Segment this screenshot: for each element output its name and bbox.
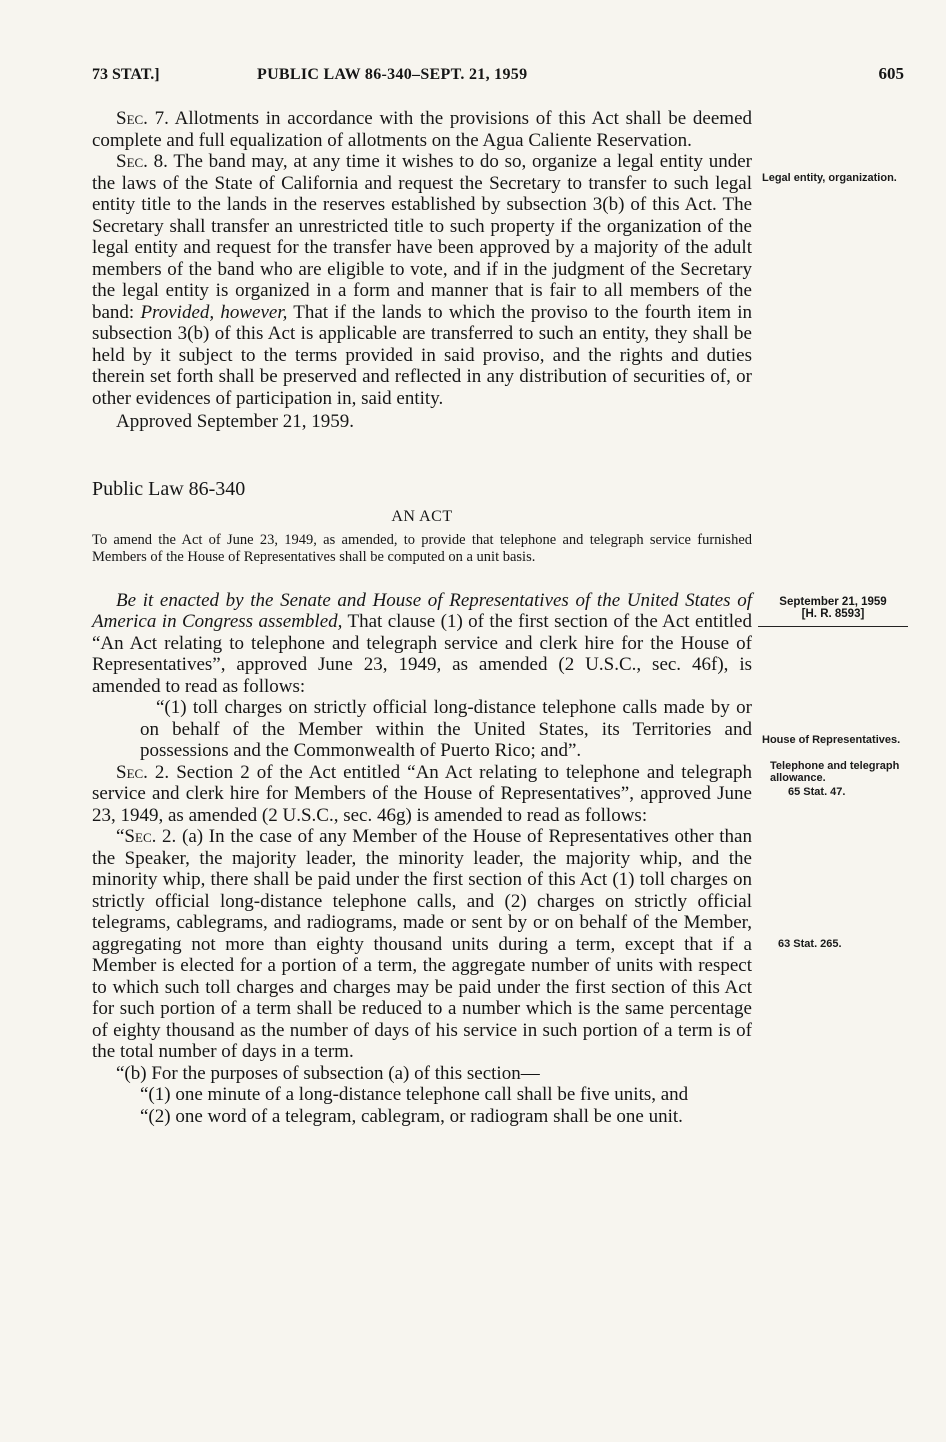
sec8-label: Sec. 8. [116,151,168,172]
margin-note-stat265: 63 Stat. 265. [778,938,842,950]
header-volume: 73 STAT.] [92,66,160,83]
section-2 [92,762,752,827]
approved-line: Approved September 21, 1959. [116,411,354,432]
running-header [92,60,904,86]
sec2a-label: “Sec. 2. [116,826,177,847]
act-title: To amend the Act of June 23, 1949, as amended, to provide that telephone and telegraph service furnished Members of the House of Representatives shall be computed on a unit basis. [92,531,752,565]
clause-1: “(1) toll charges on strictly official long-distance telephone calls made by or on behalf of the Member within the United States, its Territories and possessions and the Commonwealth of Puerto Rico; and”. [140,697,752,761]
page-number: 605 [878,64,904,83]
subsection-b: “(b) For the purposes of subsection (a) of this section— [116,1062,540,1084]
subsection-b1: “(1) one minute of a long-distance telephone call shall be five units, and [140,1084,689,1105]
sec8-text-b: That if the lands to which the proviso to the fourth item in subsection 3(b) of this Act is applicable are transferred to such an entity, they shall be held by it subject to the terms provided in said proviso, and the rights and duties therein set forth shall be preserved and reflected in any distribution of securities of, or other evidences of participation in, said entity. [92,301,752,409]
an-act-heading: AN ACT [391,508,453,525]
sec7-label: Sec. 7. [116,108,169,129]
sec8-text-a: The band may, at any time it wishes to do so, organize a legal entity under the laws of the State of California and request the Secretary to transfer to such legal entity title to the lands in the reserves established by subsection 3(b) of this Act. The Secretary shall transfer an unrestricted title to such property if the organization of the legal entity and request for the transfer have been approved by a majority of the adult members of the band who are eligible to vote, and if in the judgment of the Secretary the legal entity is organized in a form and manner that is fair to all members of the band: [92,151,752,323]
margin-note-telephone: Telephone and telegraph allowance. [770,760,900,784]
enact-text: That clause (1) of the first section of the Act entitled “An Act relating to telephone and telegraph service and clerk hire for the House of Representatives”, approved June 23, 1949, as amended (2 U.S.C., sec. 46f), is amended to read as follows: [92,611,752,697]
main-text [92,108,752,1127]
enact-italic: Be it enacted by the Senate and House of Representatives of the United States of America in Congress assembled, [92,589,752,632]
sec2a-text: (a) In the case of any Member of the House of Representatives other than the Speaker, the majority leader, the minority leader, the majority whip, and the minority whip, there shall be paid under the first section of this Act (1) toll charges on strictly official long-distance telephone calls, and (2) charges on strictly official telegrams, cablegrams, and radiograms, made or sent by or on behalf of the Member, aggregating not more than eighty thousand units during a term, except that if a Member is elected for a portion of a term, the aggregate number of units with respect to which such toll charges and charges may be paid under the first section of this Act for such portion of a term shall be reduced to a number which is the same percentage of eighty thousand as the number of days of his service in such portion of a term is of the total number of days in a term. [92,826,752,1062]
margin-note-date: September 21, 1959 [779,596,887,608]
sec8-proviso: Provided, however, [140,301,288,323]
margin-note-house: House of Representatives. [762,734,901,746]
margin-note-date-block [758,596,908,627]
section-8 [92,151,752,409]
header-title: PUBLIC LAW 86-340–SEPT. 21, 1959 [257,66,528,83]
margin-note-legal-entity: Legal entity, organization. [762,172,897,184]
section-2a [92,826,752,1063]
subsection-b2: “(2) one word of a telegram, cablegram, or radiogram shall be one unit. [140,1105,683,1127]
sec2-label: Sec. 2. [116,761,170,783]
sec2-text: Section 2 of the Act entitled “An Act relating to telephone and telegraph service and clerk hire for Members of the House of Representatives”, approved June 23, 1949, as amended (2 U.S.C., sec. 46g) is amended to read as follows: [92,761,752,826]
section-7 [92,108,752,151]
public-law-heading: Public Law 86-340 [92,477,246,500]
margin-note-bill: [H. R. 8593] [801,608,865,620]
sec7-text: Allotments in accordance with the provisions of this Act shall be deemed complete and full equalization of allotments on the Agua Caliente Reservation. [92,108,752,151]
enacting-clause [92,590,752,698]
margin-note-stat47: 65 Stat. 47. [788,786,846,798]
